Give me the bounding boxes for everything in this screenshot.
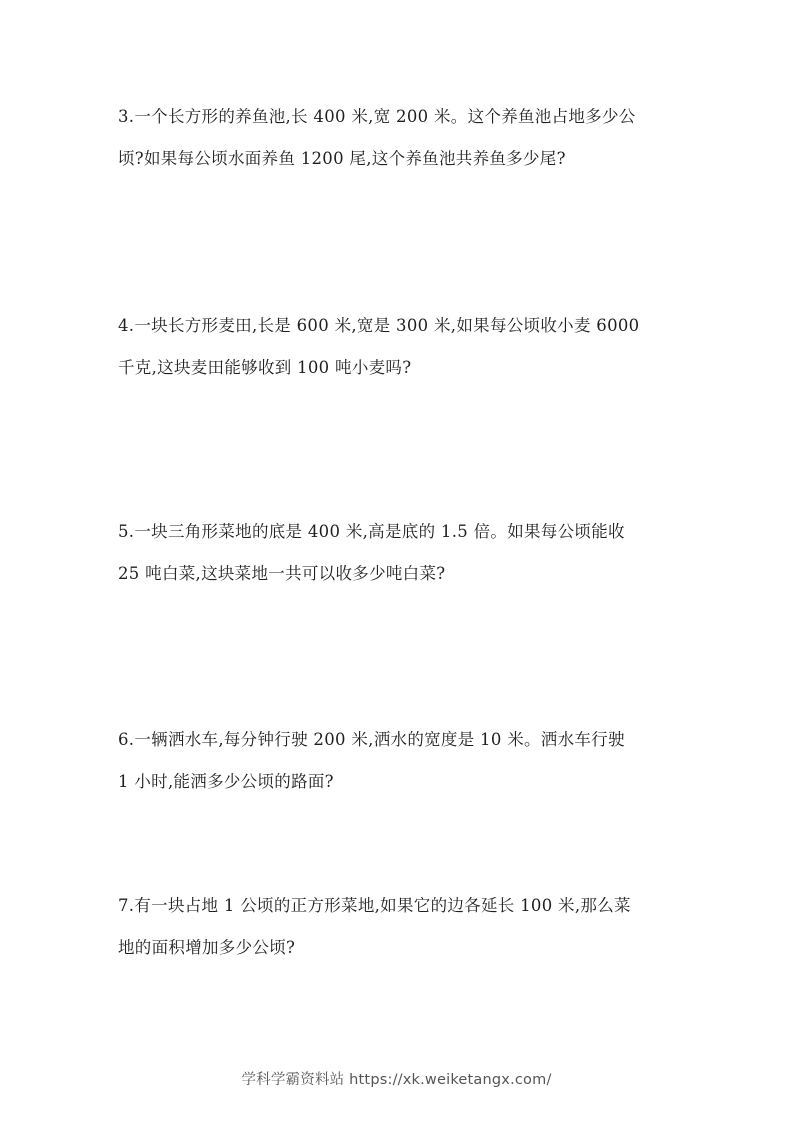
- problem-6-line-1: 6.一辆洒水车,每分钟行驶 200 米,洒水的宽度是 10 米。洒水车行驶: [118, 730, 625, 749]
- problem-7-line-2: 地的面积增加多少公顷?: [118, 938, 296, 957]
- problem-3: [118, 96, 680, 180]
- problem-5-line-2: 25 吨白菜,这块菜地一共可以收多少吨白菜?: [118, 564, 446, 583]
- problem-4: [118, 305, 680, 389]
- problem-5-line-1: 5.一块三角形菜地的底是 400 米,高是底的 1.5 倍。如果每公顷能收: [118, 522, 625, 541]
- problem-7: [118, 885, 680, 969]
- problem-4-line-1: 4.一块长方形麦田,长是 600 米,宽是 300 米,如果每公顷收小麦 6000: [118, 316, 640, 335]
- problem-5: [118, 511, 680, 595]
- problem-7-line-1: 7.有一块占地 1 公顷的正方形菜地,如果它的边各延长 100 米,那么菜: [118, 896, 631, 915]
- problem-3-line-2: 顷?如果每公顷水面养鱼 1200 尾,这个养鱼池共养鱼多少尾?: [118, 149, 566, 168]
- problem-6-line-2: 1 小时,能洒多少公顷的路面?: [118, 772, 334, 791]
- problem-4-line-2: 千克,这块麦田能够收到 100 吨小麦吗?: [118, 358, 412, 377]
- footer-watermark-text: 学科学霸资料站 https://xk.weiketangx.com/: [241, 1072, 552, 1088]
- problem-3-line-1: 3.一个长方形的养鱼池,长 400 米,宽 200 米。这个养鱼池占地多少公: [118, 107, 636, 126]
- problem-6: [118, 719, 680, 803]
